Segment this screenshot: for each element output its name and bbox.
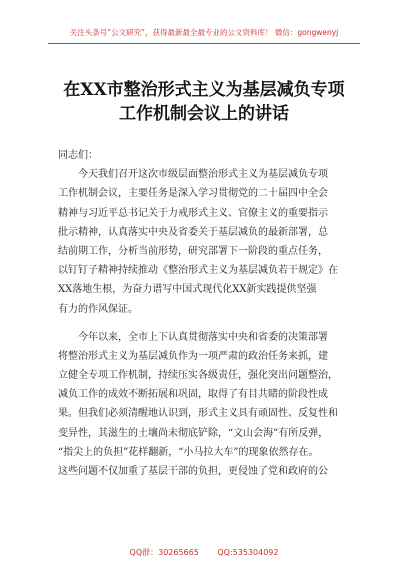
document-body <box>58 146 358 481</box>
text-line: 批示精神，认真落实中央及省委关于基层减负的最新部署，总 <box>58 226 328 238</box>
text-line: 减负工作的成效不断拓展和巩固，取得了有目共睹的阶段性成 <box>58 389 328 401</box>
text-line: 精神与习近平总书记关于力戒形式主义、官僚主义的重要指示 <box>58 207 328 219</box>
text-line: 变异性，其滋生的土壤尚未彻底铲除，“文山会海”有所反弹， <box>58 427 329 439</box>
text-line: 结前期工作，分析当前形势，研究部署下一阶段的重点任务， <box>58 245 328 257</box>
text-line: 以钉钉子精神持续推动《整治形式主义为基层减负若干规定》在 <box>58 265 338 277</box>
text-line: 工作机制会议，主要任务是深入学习贯彻党的二十届四中全会 <box>58 188 328 200</box>
text-line: 有力的作风保证。 <box>58 303 138 315</box>
salutation: 同志们： <box>58 150 98 161</box>
document-title <box>40 78 368 126</box>
title-line-2: 工作机制会议上的讲话 <box>119 104 289 124</box>
text-line: “指尖上的负担”花样翻新，“小马拉大车”的现象依然存在。 <box>58 446 319 458</box>
header-divider <box>48 43 360 44</box>
header-note: 关注头条号“公文研究”，获得最新最全最专业的公文资料库！ 微信：gongwenyj <box>69 28 339 37</box>
text-line: 今天我们召开这次市级层面整治形式主义为基层减负专项 <box>58 169 328 181</box>
text-line: XX落地生根，为奋力谱写中国式现代化XX新实践提供坚强 <box>58 284 317 296</box>
paragraph-gap <box>58 319 358 328</box>
text-line: 立健全专项工作机制，持续压实各级责任，强化突出问题整治， <box>58 370 338 382</box>
text-line: 果。但我们必须清醒地认识到，形式主义具有顽固性、反复性和 <box>58 408 338 420</box>
paragraph-1 <box>58 165 358 319</box>
paragraph-2 <box>58 328 358 482</box>
text-line: 今年以来，全市上下认真贯彻落实中央和省委的决策部署 <box>58 331 328 343</box>
footer-qq-group: QQ群：30265665 <box>129 548 199 557</box>
text-line: 这些问题不仅加重了基层干部的负担，更侵蚀了党和政府的公 <box>58 466 328 477</box>
footer-contact <box>0 547 408 558</box>
footer-qq: QQ:535304092 <box>217 548 279 557</box>
title-line-1: 在XX市整治形式主义为基层减负专项 <box>63 80 345 100</box>
text-line: 将整治形式主义为基层减负作为一项严肃的政治任务来抓，建 <box>58 350 328 362</box>
